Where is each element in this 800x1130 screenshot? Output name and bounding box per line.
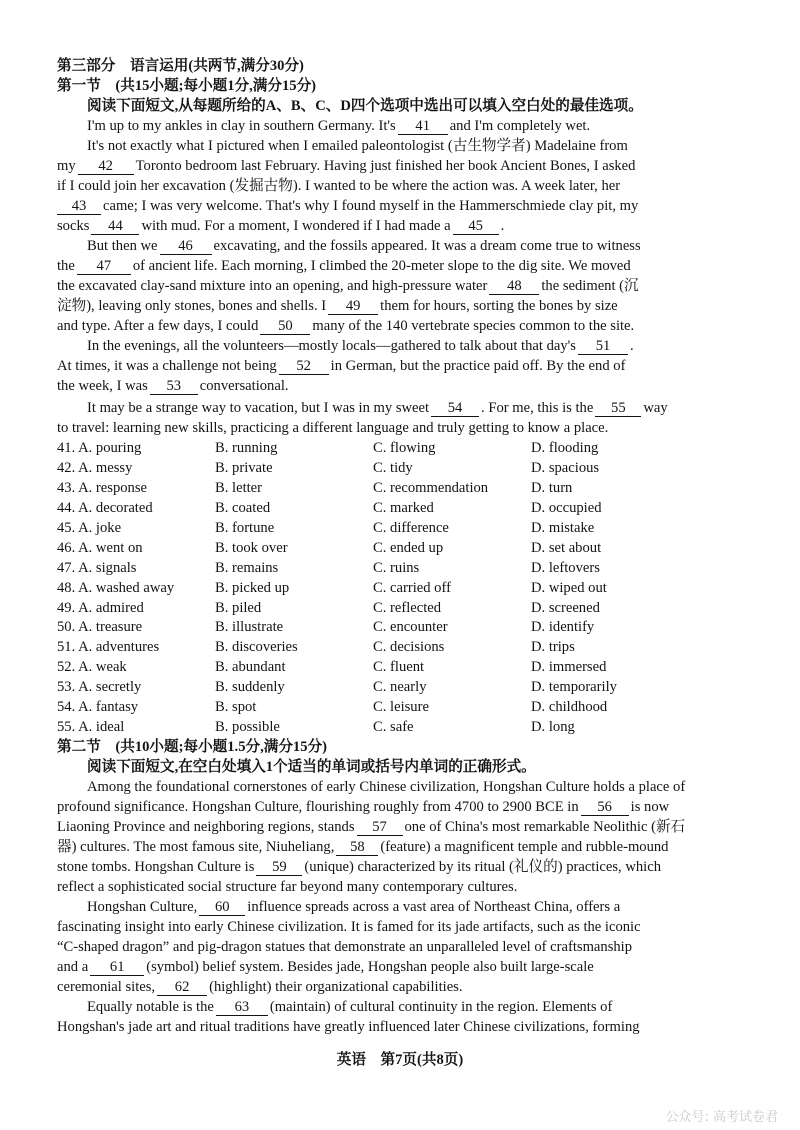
option-row [57,518,737,538]
option[interactable]: C. marked [373,499,434,516]
option[interactable]: C. nearly [373,679,427,696]
option-row [57,498,737,518]
option[interactable]: D. flooding [531,440,599,456]
passage1-line: to travel: learning new skills, practicing a different language and truly getting to know a place. [57,420,609,436]
option[interactable]: B. spot [215,699,257,716]
option[interactable]: 42. A. messy [57,459,133,476]
passage2-line: 器) cultures. The most famous site, Niuheliang, 58 (feature) a magnificent temple and rubble-mound [57,839,669,856]
blank-44[interactable]: 44 [91,219,139,235]
blank-59[interactable]: 59 [256,860,302,876]
passage1-line: I'm up to my ankles in clay in southern Germany. It's 41 and I'm completely wet. [87,118,591,134]
option[interactable]: B. picked up [215,579,290,596]
blank-57[interactable]: 57 [357,820,403,836]
passage1-line: It's not exactly what I pictured when I emailed paleontologist (古生物学者) Madelaine from [87,138,628,154]
option-row [57,538,737,558]
option[interactable]: C. carried off [373,579,451,596]
option[interactable]: D. spacious [531,459,600,476]
option-row [57,697,737,717]
option[interactable]: D. childhood [531,699,608,716]
option[interactable]: 54. A. fantasy [57,699,139,716]
blank-61[interactable]: 61 [90,960,144,976]
page-footer: 英语 第7页(共8页) [336,1052,464,1068]
option[interactable]: C. ended up [373,539,444,556]
option[interactable]: 45. A. joke [57,519,122,536]
option-row [57,478,737,498]
option-row [57,657,737,677]
passage2-line: Liaoning Province and neighboring regions, stands 57 one of China's most remarkable Neolithic (新石 [57,819,686,836]
blank-51[interactable]: 51 [578,339,628,355]
option[interactable]: 47. A. signals [57,559,137,576]
blank-63[interactable]: 63 [216,1000,268,1016]
passage2-line: ceremonial sites, 62 (highlight) their organizational capabilities. [57,979,463,996]
option[interactable]: C. reflected [373,599,442,616]
blank-54[interactable]: 54 [431,401,479,417]
passage2-line: Hongshan Culture, 60 influence spreads across a vast area of Northeast China, offers a [87,899,621,916]
option[interactable]: C. tidy [373,459,413,476]
option[interactable]: D. immersed [531,659,607,676]
exam-page [57,56,737,1037]
option[interactable]: D. wiped out [531,579,607,596]
passage2-line: reflect a sophisticated social structure far beyond many contemporary cultures. [57,879,518,896]
blank-42[interactable]: 42 [78,159,134,175]
passage2-line: and a 61 (symbol) belief system. Besides jade, Hongshan people also built large-scale [57,959,594,976]
blank-52[interactable]: 52 [279,359,329,375]
section1-title: 第一节 (共15小题;每小题1分,满分15分) [57,78,317,94]
option[interactable]: C. ruins [373,559,420,576]
option[interactable]: C. fluent [373,659,425,676]
options-table [57,438,737,737]
passage1-line: In the evenings, all the volunteers—mostly locals—gathered to talk about that day's 51 . [87,338,634,354]
option-row [57,598,737,618]
option[interactable]: C. recommendation [373,479,489,496]
option[interactable]: 49. A. admired [57,599,144,616]
option[interactable]: D. set about [531,539,602,556]
passage1-line: At times, it was a challenge not being 52 in German, but the practice paid off. By the end of [57,358,626,374]
option[interactable]: 44. A. decorated [57,499,153,516]
option[interactable]: B. remains [215,559,279,576]
option[interactable]: D. temporarily [531,679,617,696]
passage2-line: profound significance. Hongshan Culture, flourishing roughly from 4700 to 2900 BCE in 56 is now [57,799,670,816]
option-row [57,677,737,697]
section2-instruction: 阅读下面短文,在空白处填入1个适当的单词或括号内单词的正确形式。 [87,759,536,776]
option[interactable]: B. private [215,459,273,476]
option[interactable]: C. safe [373,719,414,736]
option[interactable]: D. screened [531,599,600,616]
option-row [57,578,737,598]
option[interactable]: 55. A. ideal [57,719,125,736]
passage1-line: 淀物), leaving only stones, bones and shells. I 49 them for hours, sorting the bones by size [57,298,618,314]
option[interactable]: 48. A. washed away [57,579,175,596]
option[interactable]: D. leftovers [531,559,600,576]
passage1-line: and type. After a few days, I could 50 many of the 140 vertebrate species common to the site. [57,318,635,334]
blank-60[interactable]: 60 [199,900,245,916]
option[interactable]: C. encounter [373,619,448,636]
blank-41[interactable]: 41 [398,119,448,135]
option[interactable]: D. identify [531,619,595,636]
option[interactable]: 52. A. weak [57,659,127,676]
option-row [57,637,737,657]
option-row [57,617,737,637]
option[interactable]: B. discoveries [215,639,298,656]
option-row [57,438,737,458]
blank-45[interactable]: 45 [453,219,499,235]
option[interactable]: C. difference [373,519,449,536]
passage2-line: Hongshan's jade art and ritual traditions have greatly influenced later Chinese civilizations, forming [57,1019,640,1036]
passage2-line: stone tombs. Hongshan Culture is 59 (unique) characterized by its ritual (礼仪的) practices, which [57,859,662,876]
option[interactable]: C. decisions [373,639,445,656]
section-header: 第三部分 语言运用(共两节,满分30分) [57,58,304,74]
blank-53[interactable]: 53 [150,379,198,395]
watermark: 公众号: 高考试卷君 [665,1110,778,1125]
passage1-line: if I could join her excavation (发掘古物). I wanted to be where the action was. A week later, her [57,178,621,194]
section2-title: 第二节 (共10小题;每小题1.5分,满分15分) [57,739,327,756]
passage2-line: fascinating insight into early Chinese civilization. It is famed for its jade artifacts, such as the iconic [57,919,641,936]
blank-48[interactable]: 48 [489,279,539,295]
option[interactable]: 46. A. went on [57,539,143,556]
passage1-line: the excavated clay-sand mixture into an opening, and high-pressure water 48 the sediment (沉 [57,278,639,294]
blank-46[interactable]: 46 [160,239,212,255]
blank-43[interactable]: 43 [57,199,101,215]
option[interactable]: B. running [215,440,278,456]
passage1-line: the week, I was 53 conversational. [57,378,289,394]
option[interactable]: B. fortune [215,519,275,536]
option[interactable]: 41. A. pouring [57,440,142,456]
option[interactable]: B. letter [215,479,263,496]
passage2-line: Equally notable is the 63 (maintain) of cultural continuity in the region. Elements of [87,999,613,1016]
blank-56[interactable]: 56 [581,800,629,816]
blank-49[interactable]: 49 [328,299,378,315]
option[interactable]: 50. A. treasure [57,619,143,636]
blank-55[interactable]: 55 [595,401,641,417]
option[interactable]: C. flowing [373,440,436,456]
option[interactable]: D. turn [531,479,573,496]
option[interactable]: C. leisure [373,699,429,716]
option[interactable]: B. possible [215,719,280,736]
passage1-line: But then we 46 excavating, and the fossils appeared. It was a dream come true to witness [87,238,641,254]
option[interactable]: B. piled [215,599,262,616]
option[interactable]: D. occupied [531,499,602,516]
option[interactable]: 53. A. secretly [57,679,142,696]
option[interactable]: B. suddenly [215,679,285,696]
option-row [57,458,737,478]
option[interactable]: B. abundant [215,659,286,676]
option-row [57,558,737,578]
passage1-line: my 42 Toronto bedroom last February. Having just finished her book Ancient Bones, I asked [57,158,636,174]
section1-instruction: 阅读下面短文,从每题所给的A、B、C、D四个选项中选出可以填入空白处的最佳选项。 [87,98,643,114]
blank-50[interactable]: 50 [260,319,310,335]
option[interactable]: 43. A. response [57,479,147,496]
blank-58[interactable]: 58 [336,840,378,856]
option[interactable]: 51. A. adventures [57,639,160,656]
passage1-line: socks 44 with mud. For a moment, I wondered if I had made a 45 . [57,218,505,234]
blank-47[interactable]: 47 [77,259,131,275]
option[interactable]: D. trips [531,639,575,656]
option[interactable]: B. took over [215,539,288,556]
passage1-line: It may be a strange way to vacation, but I was in my sweet 54 . For me, this is the 55 way [87,400,668,416]
option-row [57,717,737,737]
option[interactable]: D. long [531,719,575,736]
passage2-line: “C-shaped dragon” and pig-dragon statues that demonstrate an unparalleled level of craftsmanship [57,939,633,956]
option[interactable]: B. illustrate [215,619,284,636]
option[interactable]: B. coated [215,499,271,516]
blank-62[interactable]: 62 [157,980,207,996]
passage1-line: the 47 of ancient life. Each morning, I climbed the 20-meter slope to the dig site. We moved [57,258,631,274]
passage1-line: 43 came; I was very welcome. That's why I found myself in the Hammerschmiede clay pit, my [57,196,737,216]
passage2-line: Among the foundational cornerstones of early Chinese civilization, Hongshan Culture holds a place of [87,779,686,796]
option[interactable]: D. mistake [531,519,595,536]
